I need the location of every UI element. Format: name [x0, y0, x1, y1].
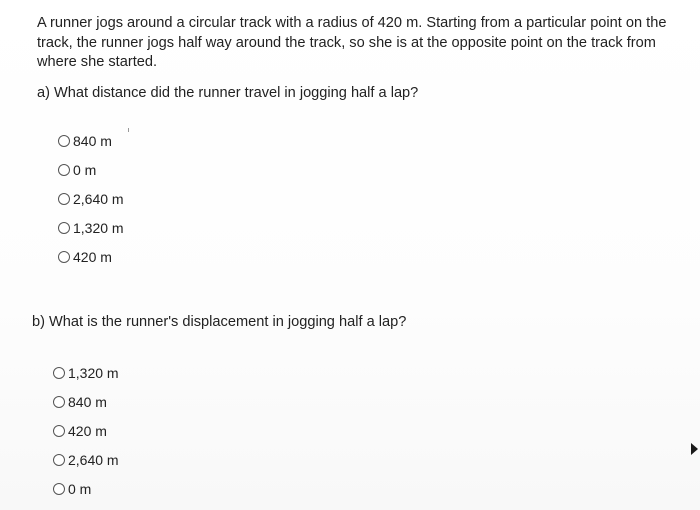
option-label: 2,640 m [73, 190, 124, 207]
radio-button-icon[interactable] [53, 425, 65, 437]
question-b-option-4[interactable] [53, 445, 119, 474]
mouse-pointer-icon [691, 443, 698, 455]
radio-button-icon[interactable] [53, 454, 65, 466]
question-a-option-3[interactable] [58, 184, 124, 213]
option-label: 840 m [73, 132, 112, 149]
question-a-options [58, 126, 124, 271]
option-label: 420 m [68, 422, 107, 439]
question-b-options [53, 358, 119, 503]
radio-button-icon[interactable] [53, 483, 65, 495]
option-label: 420 m [73, 248, 112, 265]
option-label: 0 m [73, 161, 97, 178]
problem-statement [37, 14, 677, 73]
radio-button-icon[interactable] [58, 222, 70, 234]
problem-line-3: where she started. [37, 54, 158, 70]
question-a-option-1[interactable] [58, 126, 124, 155]
question-a-option-4[interactable] [58, 213, 124, 242]
radio-button-icon[interactable] [53, 396, 65, 408]
question-b: b) What is the runner's displacement in jogging half a lap? [32, 314, 407, 330]
question-a: a) What distance did the runner travel in jogging half a lap? [37, 85, 419, 101]
question-b-option-2[interactable] [53, 387, 119, 416]
problem-line-1: A runner jogs around a circular track with a radius of 420 m. Starting from a particular point on the [37, 15, 667, 31]
radio-button-icon[interactable] [58, 164, 70, 176]
option-label: 0 m [68, 480, 92, 497]
radio-button-icon[interactable] [58, 135, 70, 147]
question-b-option-3[interactable] [53, 416, 119, 445]
question-a-option-2[interactable] [58, 155, 124, 184]
radio-button-icon[interactable] [58, 251, 70, 263]
option-label: 2,640 m [68, 451, 119, 468]
question-b-option-1[interactable] [53, 358, 119, 387]
question-a-option-5[interactable] [58, 242, 124, 271]
question-b-option-5[interactable] [53, 474, 119, 503]
stray-mark [128, 128, 129, 132]
option-label: 1,320 m [68, 364, 119, 381]
option-label: 1,320 m [73, 219, 124, 236]
option-label: 840 m [68, 393, 107, 410]
radio-button-icon[interactable] [58, 193, 70, 205]
problem-line-2: track, the runner jogs half way around the track, so she is at the opposite point on the track from [37, 34, 656, 51]
radio-button-icon[interactable] [53, 367, 65, 379]
